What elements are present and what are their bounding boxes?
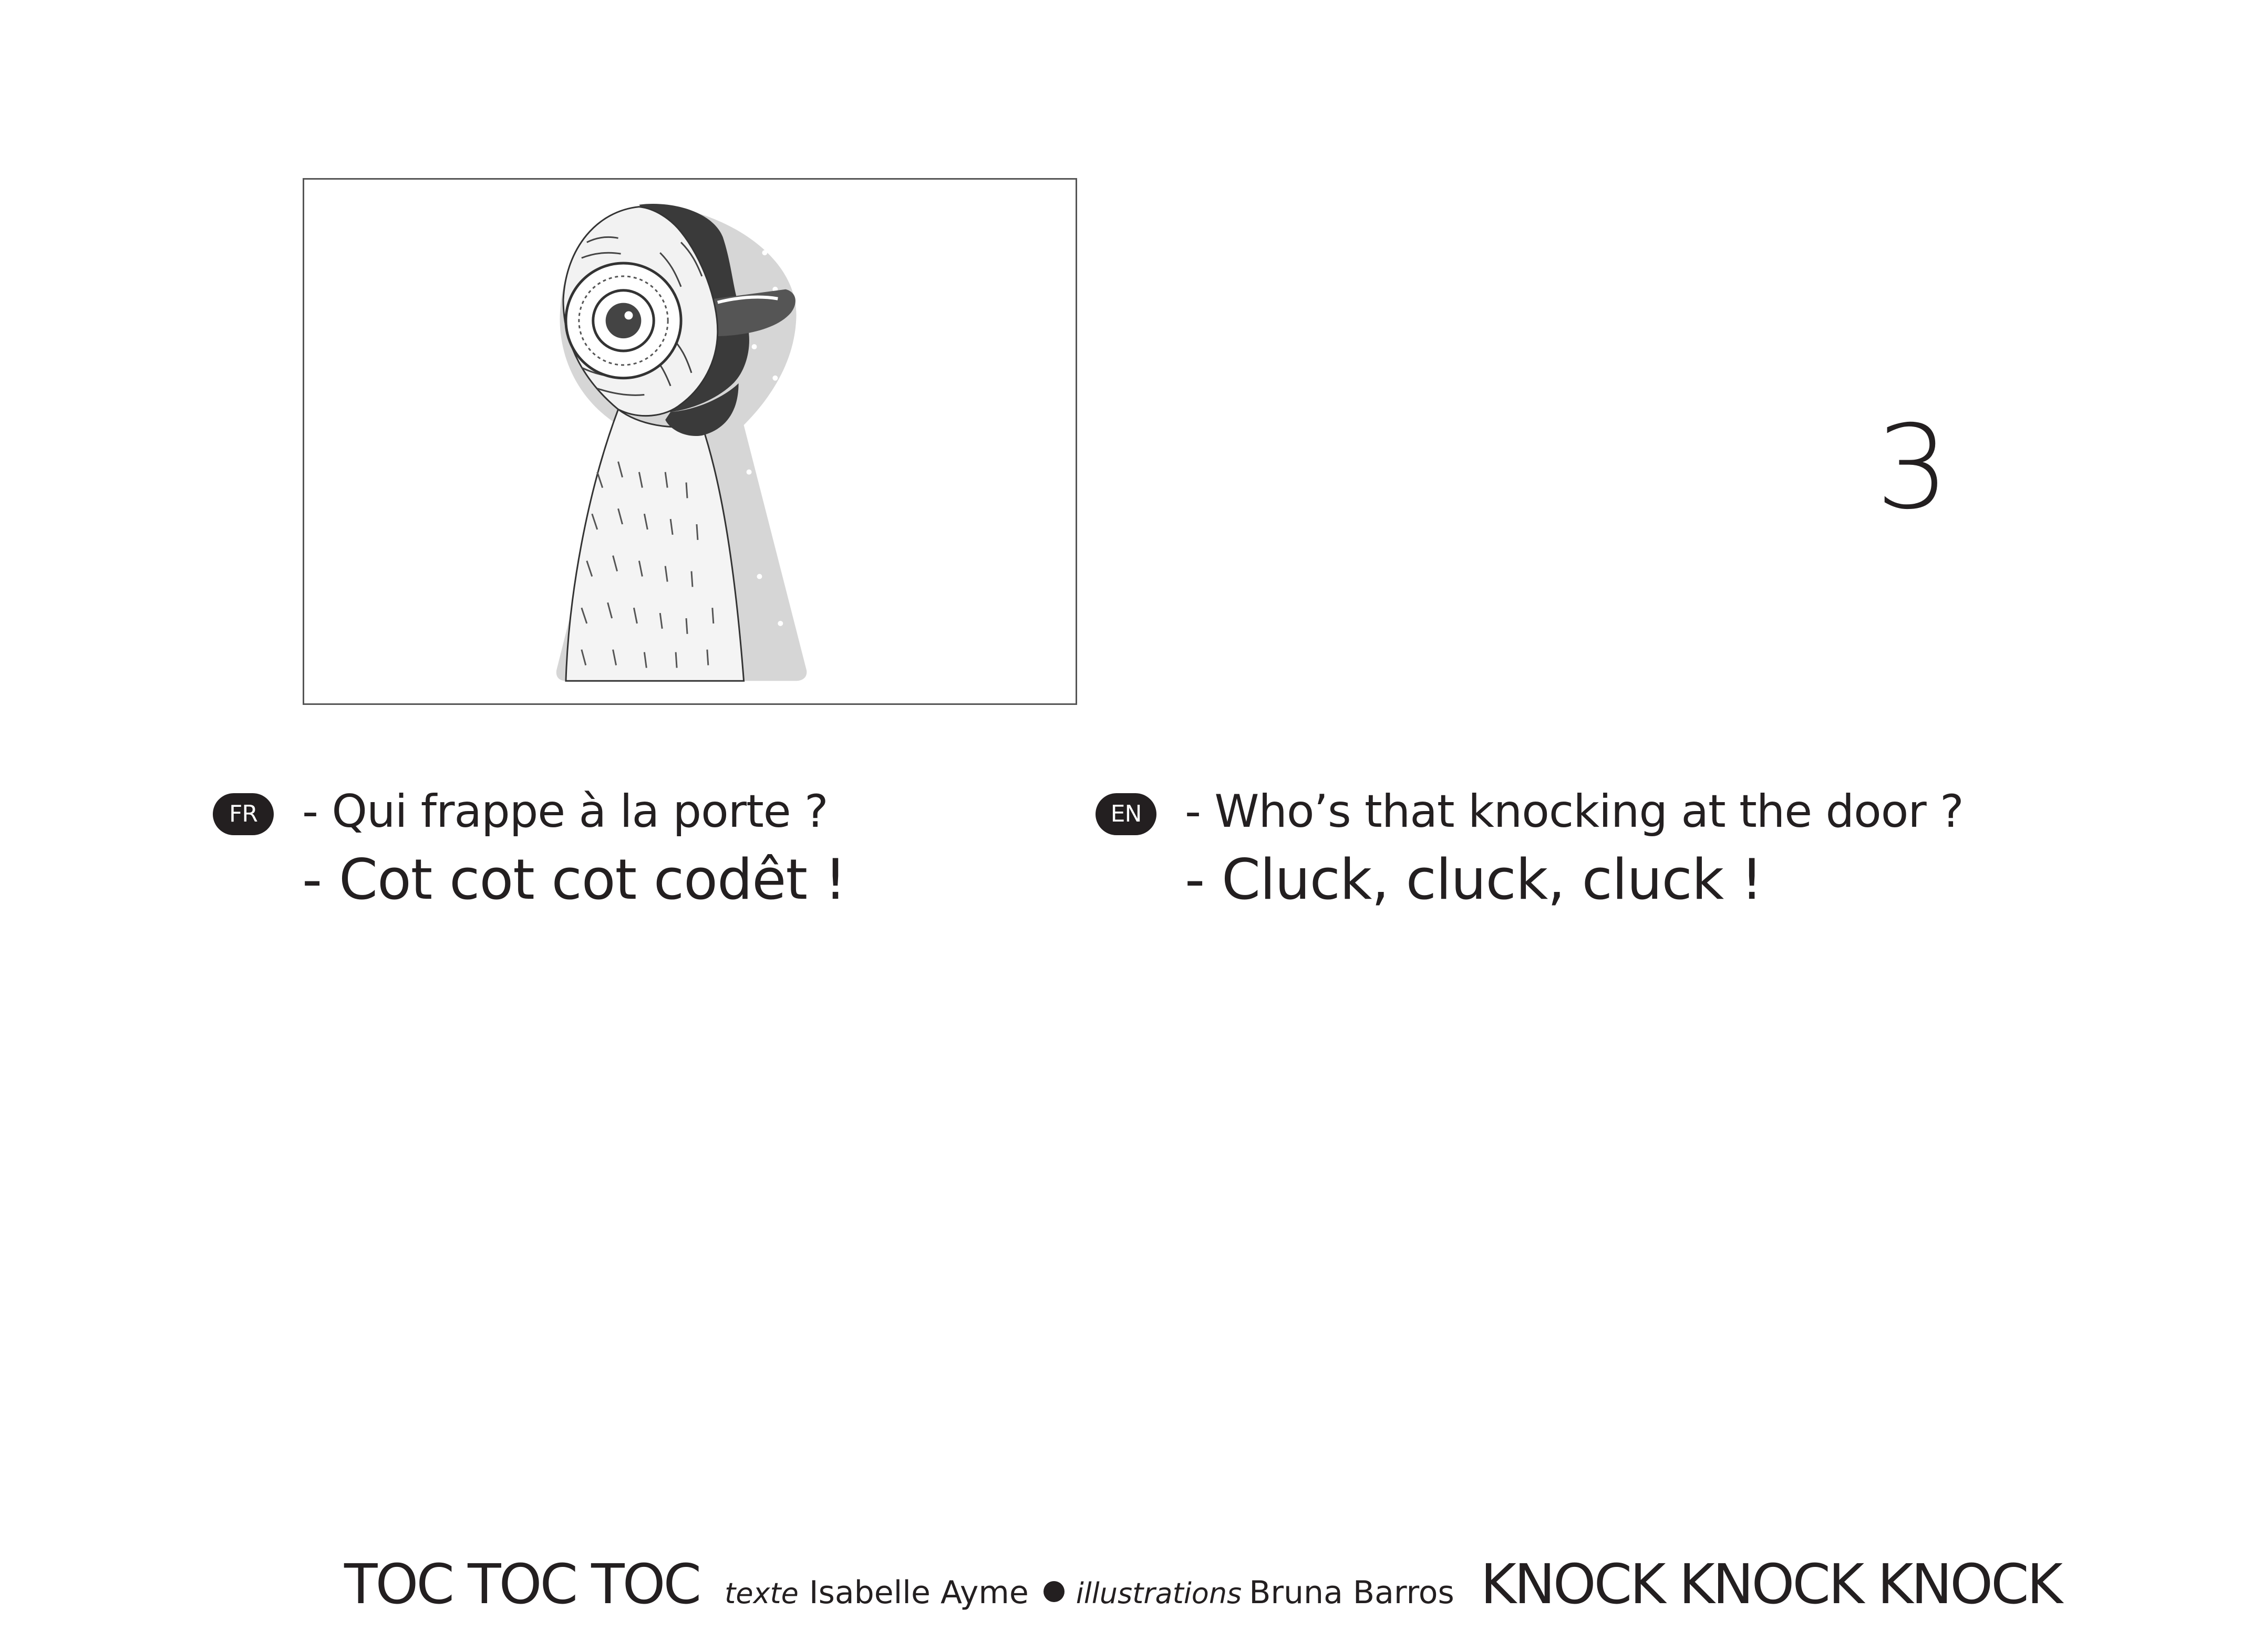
language-badge-en: EN — [1096, 793, 1156, 835]
author-name: Isabelle Ayme — [809, 1574, 1029, 1611]
language-badge-fr: FR — [213, 793, 274, 835]
chicken-keyhole-illustration — [304, 180, 1076, 703]
english-text-block — [1096, 777, 1989, 924]
english-answer: - Cluck, cluck, cluck ! — [1185, 847, 1763, 912]
french-question: - Qui frappe à la porte ? — [302, 785, 828, 838]
french-text-block — [213, 777, 1053, 924]
separator-dot — [1043, 1581, 1065, 1602]
book-footer — [344, 1552, 2061, 1626]
book-title-fr: TOC TOC TOC — [344, 1552, 700, 1616]
text-role-label: texte — [725, 1577, 799, 1610]
page-number: 3 — [1876, 400, 1949, 535]
illustrations-role-label: illustrations — [1076, 1577, 1242, 1610]
illustrator-name: Bruna Barros — [1249, 1574, 1454, 1611]
illustration-frame — [303, 178, 1077, 705]
chicken-eye — [566, 263, 681, 378]
english-question: - Who’s that knocking at the door ? — [1185, 785, 1964, 838]
book-title-en: KNOCK KNOCK KNOCK — [1480, 1552, 2061, 1616]
french-answer: - Cot cot cot codêt ! — [302, 847, 846, 912]
